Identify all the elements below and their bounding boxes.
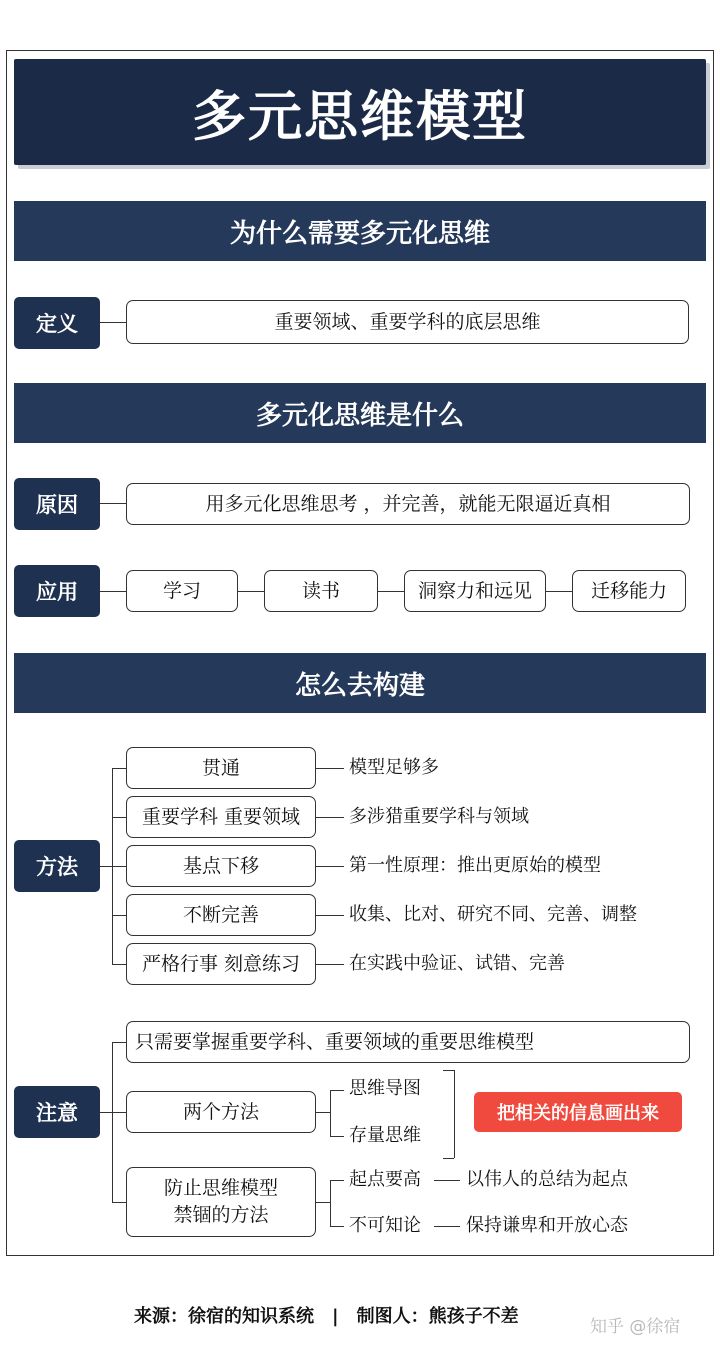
reason-box: 用多元化思维思考 ，并完善，就能无限逼近真相: [126, 483, 690, 525]
method-desc: 第一性原理：推出更原始的模型: [349, 855, 601, 876]
note-master-box: 只需要掌握重要学科、重要领域的重要思维模型: [126, 1021, 690, 1063]
connector: [238, 591, 264, 592]
method-box: 基点下移: [126, 845, 316, 887]
connector: [100, 866, 112, 867]
connector: [434, 1226, 460, 1227]
connector: [330, 1090, 344, 1091]
page-title: 多元思维模型: [192, 84, 528, 148]
application-item: 学习: [126, 570, 238, 612]
connector: [112, 1202, 126, 1203]
connector: [100, 322, 126, 323]
connector: [443, 1158, 454, 1159]
definition-box: 重要领域、重要学科的底层思维: [126, 300, 689, 344]
connector: [112, 817, 126, 818]
two-method-item: 思维导图: [349, 1078, 421, 1099]
method-desc: 多涉猎重要学科与领域: [349, 806, 529, 827]
connector: [112, 1042, 126, 1043]
prevent-line-2: 禁锢的方法: [173, 1204, 269, 1226]
connector: [112, 964, 126, 965]
section-how-header: 怎么去构建: [14, 653, 706, 713]
method-desc: 在实践中验证、试错、完善: [349, 953, 565, 974]
label-note: 注意: [14, 1086, 100, 1138]
connector: [316, 866, 344, 867]
method-box: 重要学科 重要领域: [126, 796, 316, 838]
source-footer: 来源：徐宿的知识系统 | 制图人：熊孩子不差: [134, 1306, 519, 1327]
label-reason: 原因: [14, 478, 100, 530]
two-methods-bracket: [330, 1090, 331, 1136]
method-desc: 收集、比对、研究不同、完善、调整: [349, 904, 637, 925]
connector: [434, 1180, 460, 1181]
connector: [100, 503, 126, 504]
section-what-header: 多元化思维是什么: [14, 383, 706, 443]
connector: [112, 1112, 126, 1113]
prevent-line-1: 防止思维模型: [163, 1177, 278, 1200]
application-item: 读书: [264, 570, 378, 612]
connector: [316, 817, 344, 818]
method-desc: 模型足够多: [349, 757, 439, 778]
method-box: 严格行事 刻意练习: [126, 943, 316, 985]
label-method: 方法: [14, 840, 100, 892]
prevent-item-desc: 保持谦卑和开放心态: [466, 1215, 628, 1236]
connector: [112, 915, 126, 916]
right-bracket: [454, 1070, 455, 1158]
prevent-item: 起点要高: [349, 1169, 421, 1190]
prevent-item: 不可知论: [349, 1215, 421, 1236]
label-application: 应用: [14, 565, 100, 617]
connector: [378, 591, 404, 592]
method-box: 贯通: [126, 747, 316, 789]
prevent-bracket: [330, 1180, 331, 1226]
title-banner: [14, 59, 706, 165]
connector: [316, 1112, 330, 1113]
prevent-item-desc: 以伟人的总结为起点: [466, 1169, 628, 1190]
connector: [443, 1070, 454, 1071]
connector: [330, 1136, 344, 1137]
zhihu-watermark: 知乎 @徐宿: [590, 1317, 681, 1337]
section-why-header: 为什么需要多元化思维: [14, 201, 706, 261]
connector: [316, 768, 344, 769]
note-bracket: [112, 1042, 113, 1202]
connector: [316, 964, 344, 965]
application-item: 洞察力和远见: [404, 570, 546, 612]
two-methods-box: 两个方法: [126, 1091, 316, 1133]
connector: [316, 915, 344, 916]
connector: [330, 1180, 344, 1181]
connector: [112, 866, 126, 867]
prevent-box: [126, 1167, 316, 1237]
connector: [112, 768, 126, 769]
application-item: 迁移能力: [572, 570, 686, 612]
connector: [100, 591, 126, 592]
label-definition: 定义: [14, 297, 100, 349]
method-box: 不断完善: [126, 894, 316, 936]
connector: [316, 1202, 330, 1203]
connector: [100, 1112, 112, 1113]
highlight-badge: 把相关的信息画出来: [474, 1092, 682, 1132]
connector: [546, 591, 572, 592]
two-method-item: 存量思维: [349, 1125, 421, 1146]
connector: [330, 1226, 344, 1227]
